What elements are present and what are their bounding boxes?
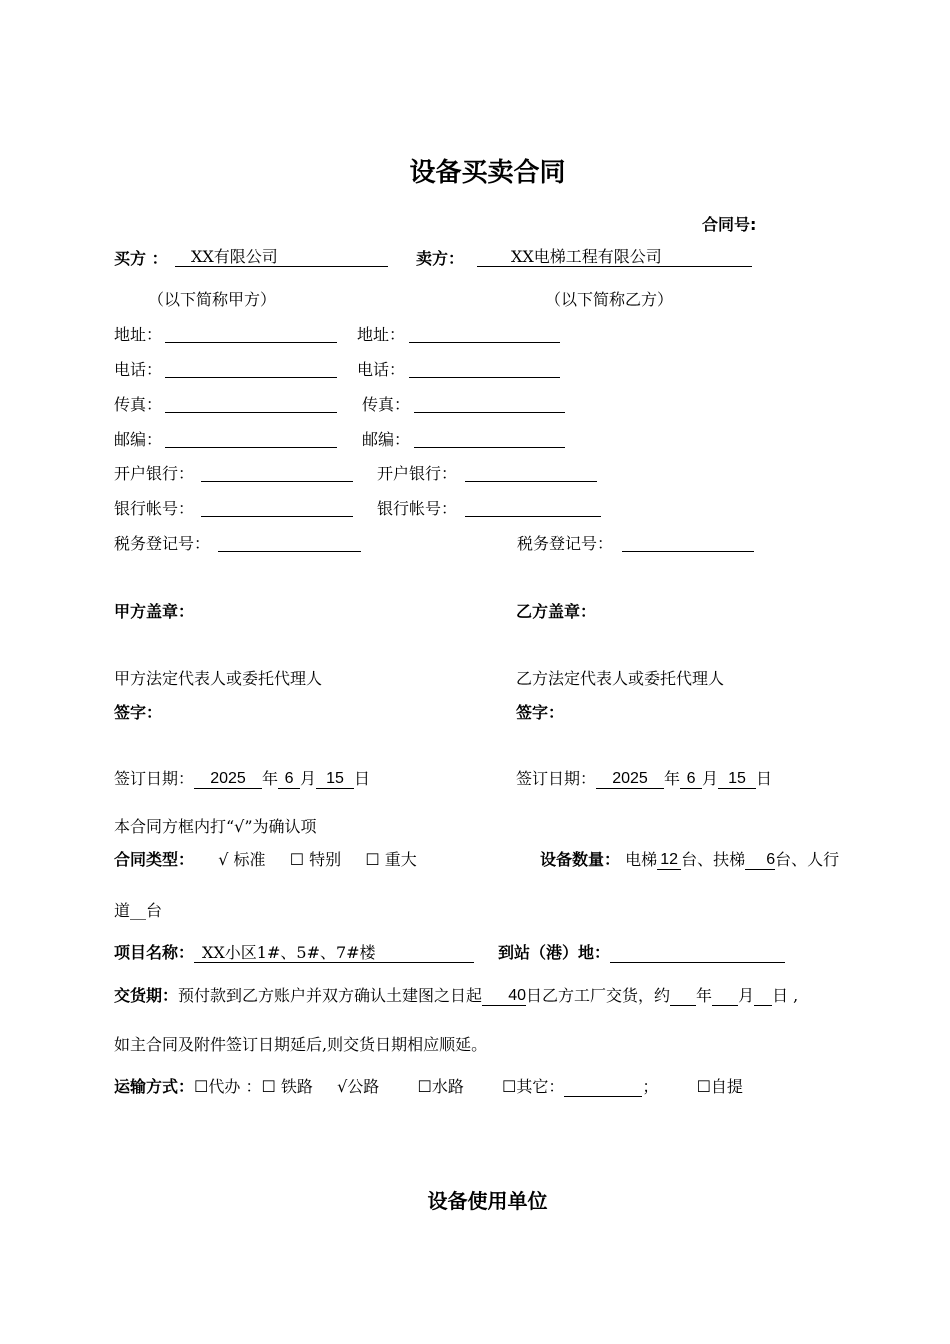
buyer-value [175, 247, 388, 267]
delivery-day-line[interactable] [754, 987, 772, 1006]
party-b-sign: 签字： [516, 703, 565, 722]
sign-day: 15 [316, 770, 354, 789]
transport-other-line[interactable] [564, 1078, 642, 1097]
day-unit: 日 [756, 769, 773, 788]
right-postcode-line[interactable] [414, 447, 565, 448]
section-title-equipment-user: 设备使用单位 [427, 1189, 548, 1213]
equipment-qty-label: 设备数量： [540, 850, 621, 869]
right-fax-line[interactable] [414, 412, 565, 413]
day-unit: 日 [354, 769, 371, 788]
option-standard: 标准 [233, 850, 266, 869]
year-unit: 年 [262, 769, 279, 788]
left-fax-label: 传真： [114, 395, 163, 414]
sign-day: 15 [718, 770, 756, 789]
left-phone-line[interactable] [165, 377, 337, 378]
right-tax-line[interactable] [622, 551, 754, 552]
contract-type-label: 合同类型： [114, 850, 195, 869]
buyer-name: XX有限公司 [191, 247, 278, 266]
left-address-label: 地址： [114, 325, 163, 344]
seller-value [477, 247, 752, 267]
transport-opt-self[interactable]: ☐自提 [696, 1077, 743, 1096]
party-b-seal: 乙方盖章： [516, 602, 597, 621]
right-account-label: 银行帐号： [377, 499, 458, 518]
contract-no-label: 合同号: [702, 215, 757, 234]
transport-opt-other[interactable]: ☐其它： [502, 1077, 565, 1096]
sign-year: 2025 [596, 770, 664, 789]
left-address-line[interactable] [165, 342, 337, 343]
left-tax-label: 税务登记号： [114, 534, 211, 553]
option-major-mark[interactable]: ☐ [365, 850, 380, 869]
right-address-label: 地址： [357, 325, 406, 344]
escalator-count: 6 [745, 851, 775, 870]
party-b-rep: 乙方法定代表人或委托代理人 [516, 669, 725, 688]
delivery-year: 年 [696, 986, 713, 1005]
left-postcode-label: 邮编： [114, 430, 163, 449]
walkway-line: 道__台 [114, 901, 163, 920]
party-a-rep: 甲方法定代表人或委托代理人 [114, 669, 323, 688]
delivery-month: 月 [738, 986, 755, 1005]
left-account-line[interactable] [201, 516, 353, 517]
page-title: 设备买卖合同 [409, 158, 566, 188]
buyer-label: 买方 ： [114, 249, 168, 268]
unit-escalator: 台、扶梯 [681, 850, 746, 869]
option-major: 重大 [384, 850, 417, 869]
delivery-days: 40 [482, 987, 526, 1006]
right-bank-label: 开户银行： [377, 464, 458, 483]
transport-opt-agent-rail[interactable]: ☐代办 ：☐ 铁路 [194, 1077, 313, 1096]
option-special-mark[interactable]: ☐ [289, 850, 305, 869]
station-label: 到站（港）地： [498, 943, 611, 962]
option-standard-mark[interactable]: √ [218, 850, 229, 869]
right-bank-line[interactable] [465, 481, 597, 482]
sign-date-label: 签订日期： [516, 769, 597, 788]
delivery-text1: 预付款到乙方账户并双方确认土建图之日起 [178, 986, 483, 1005]
delivery-line2: 如主合同及附件签订日期延后,则交货日期相应顺延。 [114, 1035, 488, 1054]
left-bank-label: 开户银行： [114, 464, 195, 483]
delivery-year-line[interactable] [670, 987, 696, 1006]
left-phone-label: 电话： [114, 360, 163, 379]
right-phone-label: 电话： [357, 360, 406, 379]
elevator-count: 12 [657, 851, 681, 870]
elevator-label: 电梯 [625, 850, 658, 869]
month-unit: 月 [300, 769, 317, 788]
seller-note: （以下简称乙方） [545, 290, 674, 309]
station-row [498, 943, 785, 963]
unit-walkway: 台、人行 [775, 850, 840, 869]
sign-year: 2025 [194, 770, 262, 789]
option-special: 特别 [309, 850, 342, 869]
transport-opt-road[interactable]: √公路 [337, 1077, 380, 1096]
left-postcode-line[interactable] [165, 447, 337, 448]
project-label: 项目名称： [114, 943, 195, 962]
station-line[interactable] [610, 944, 785, 963]
right-account-line[interactable] [465, 516, 601, 517]
transport-row [114, 1077, 743, 1097]
party-a-seal: 甲方盖章： [114, 602, 195, 621]
month-unit: 月 [702, 769, 719, 788]
right-fax-label: 传真： [362, 395, 411, 414]
left-account-label: 银行帐号： [114, 499, 195, 518]
project-name: XX小区1#、5#、7#楼 [202, 943, 376, 962]
right-postcode-label: 邮编： [362, 430, 411, 449]
contract-type-row [114, 850, 417, 870]
transport-sep: ； [642, 1077, 659, 1096]
delivery-day: 日 , [772, 986, 799, 1005]
party-a-sign-date [114, 769, 370, 789]
confirm-note: 本合同方框内打“√”为确认项 [114, 817, 317, 836]
transport-label: 运输方式： [114, 1077, 195, 1096]
equipment-qty-row [540, 850, 839, 870]
sign-month: 6 [278, 770, 300, 789]
left-bank-line[interactable] [201, 481, 353, 482]
seller-name: XX电梯工程有限公司 [511, 247, 662, 266]
buyer-note: （以下简称甲方） [148, 290, 277, 309]
right-address-line[interactable] [409, 342, 560, 343]
seller-label: 卖方： [416, 249, 465, 268]
delivery-row [114, 986, 798, 1006]
party-b-sign-date [516, 769, 772, 789]
delivery-text2: 日乙方工厂交货，约 [526, 986, 671, 1005]
year-unit: 年 [664, 769, 681, 788]
sign-month: 6 [680, 770, 702, 789]
right-tax-label: 税务登记号： [517, 534, 614, 553]
delivery-label: 交货期： [114, 986, 179, 1005]
right-phone-line[interactable] [409, 377, 560, 378]
delivery-month-line[interactable] [712, 987, 738, 1006]
left-fax-line[interactable] [165, 412, 337, 413]
transport-opt-water[interactable]: ☐水路 [417, 1077, 464, 1096]
project-row [114, 943, 474, 963]
party-a-sign: 签字： [114, 703, 163, 722]
sign-date-label: 签订日期： [114, 769, 195, 788]
left-tax-line[interactable] [218, 551, 361, 552]
